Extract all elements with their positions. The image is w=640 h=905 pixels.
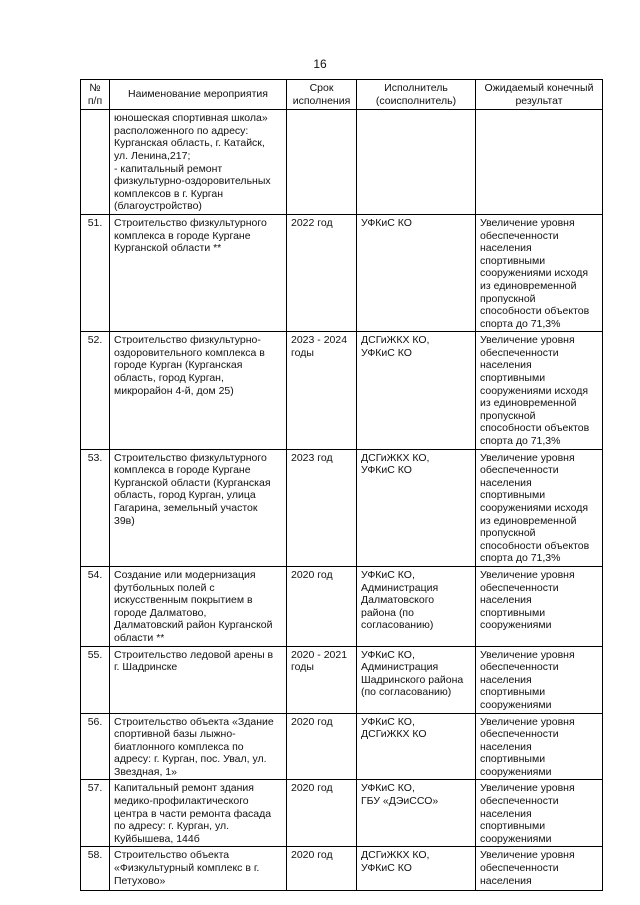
expected-result-cell: Увеличение уровня обеспеченности населения спортивными сооружениями исходя из единовременной пропускной способности объектов спорта до 71,3% xyxy=(476,332,603,449)
event-name-cell: Капитальный ремонт здания медико-профилактического центра в части ремонта фасада по адресу: г. Курган, ул. Куйбышева, 144б xyxy=(110,780,287,847)
table-row xyxy=(81,646,603,713)
executor-cell: ДСГиЖКХ КО, УФКиС КО xyxy=(357,332,476,449)
row-number-cell: 52. xyxy=(81,332,110,449)
term-cell: 2020 год xyxy=(287,847,357,891)
event-name-cell: Строительство объекта «Физкультурный комплекс в г. Петухово» xyxy=(110,847,287,891)
expected-result-cell: Увеличение уровня обеспеченности населения спортивными сооружениями исходя из единовременной пропускной способности объектов спорта до 71,3% xyxy=(476,449,603,566)
expected-result-cell: Увеличение уровня обеспеченности населения xyxy=(476,847,603,891)
event-name-cell: Создание или модернизация футбольных полей с искусственным покрытием в городе Далматово, Далматовский район Курганской области ** xyxy=(110,566,287,646)
expected-result-cell: Увеличение уровня обеспеченности населения спортивными сооружениями xyxy=(476,713,603,780)
term-cell xyxy=(287,110,357,215)
executor-cell: УФКиС КО, ДСГиЖКХ КО xyxy=(357,713,476,780)
header-number: № п/п xyxy=(81,80,110,110)
table-header-row xyxy=(81,80,603,110)
table-row xyxy=(81,110,603,215)
expected-result-cell xyxy=(476,110,603,215)
row-number-cell: 57. xyxy=(81,780,110,847)
expected-result-cell: Увеличение уровня обеспеченности населения спортивными сооружениями xyxy=(476,780,603,847)
event-name-cell: Строительство ледовой арены в г. Шадринске xyxy=(110,646,287,713)
event-name-cell: Строительство физкультурного комплекса в городе Кургане Курганской области (Курганская область, город Курган, улица Гагарина, земельный участок 39в) xyxy=(110,449,287,566)
term-cell: 2023 год xyxy=(287,449,357,566)
executor-cell: ДСГиЖКХ КО, УФКиС КО xyxy=(357,847,476,891)
executor-cell xyxy=(357,110,476,215)
header-term: Срок исполнения xyxy=(287,80,357,110)
term-cell: 2023 - 2024 годы xyxy=(287,332,357,449)
table-row xyxy=(81,566,603,646)
term-cell: 2020 год xyxy=(287,566,357,646)
event-name-cell: Строительство физкультурного комплекса в городе Кургане Курганской области ** xyxy=(110,214,287,331)
table-row xyxy=(81,214,603,331)
events-table xyxy=(80,79,603,891)
row-number-cell: 58. xyxy=(81,847,110,891)
executor-cell: УФКиС КО, Администрация Шадринского района (по согласованию) xyxy=(357,646,476,713)
term-cell: 2020 - 2021 годы xyxy=(287,646,357,713)
table-row xyxy=(81,713,603,780)
expected-result-cell: Увеличение уровня обеспеченности населения спортивными сооружениями xyxy=(476,566,603,646)
row-number-cell: 54. xyxy=(81,566,110,646)
expected-result-cell: Увеличение уровня обеспеченности населения спортивными сооружениями исходя из единовременной пропускной способности объектов спорта до 71,3% xyxy=(476,214,603,331)
executor-cell: УФКиС КО, Администрация Далматовского района (по согласованию) xyxy=(357,566,476,646)
table-row xyxy=(81,332,603,449)
executor-cell: УФКиС КО, ГБУ «ДЭиССО» xyxy=(357,780,476,847)
page-number: 16 xyxy=(313,57,327,71)
table-row xyxy=(81,780,603,847)
event-name-cell: Строительство физкультурно- оздоровительного комплекса в городе Курган (Курганская область, город Курган, микрорайон 4-й, дом 25) xyxy=(110,332,287,449)
table-body xyxy=(81,110,603,891)
term-cell: 2022 год xyxy=(287,214,357,331)
row-number-cell xyxy=(81,110,110,215)
header-event-name: Наименование мероприятия xyxy=(110,80,287,110)
row-number-cell: 51. xyxy=(81,214,110,331)
event-name-cell: Строительство объекта «Здание спортивной базы лыжно- биатлонного комплекса по адресу: г. Курган, пос. Увал, ул. Звездная, 1» xyxy=(110,713,287,780)
executor-cell: УФКиС КО xyxy=(357,214,476,331)
term-cell: 2020 год xyxy=(287,780,357,847)
term-cell: 2020 год xyxy=(287,713,357,780)
expected-result-cell: Увеличение уровня обеспеченности населения спортивными сооружениями xyxy=(476,646,603,713)
row-number-cell: 56. xyxy=(81,713,110,780)
row-number-cell: 55. xyxy=(81,646,110,713)
row-number-cell: 53. xyxy=(81,449,110,566)
executor-cell: ДСГиЖКХ КО, УФКиС КО xyxy=(357,449,476,566)
table-row xyxy=(81,449,603,566)
header-expected-result: Ожидаемый конечный результат xyxy=(476,80,603,110)
header-executor: Исполнитель (соисполнитель) xyxy=(357,80,476,110)
event-name-cell: юношеская спортивная школа» расположенного по адресу: Курганская область, г. Катайск, ул. Ленина,217; - капитальный ремонт физкультурно-оздоровительных комплексов в г. Курган (благоустройство) xyxy=(110,110,287,215)
table-row xyxy=(81,847,603,891)
